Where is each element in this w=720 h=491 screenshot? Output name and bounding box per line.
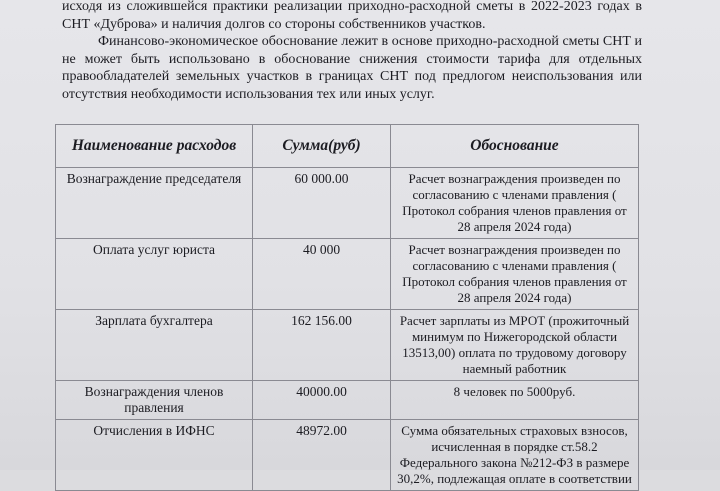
table-header-row [56,125,639,168]
table-row [56,310,639,381]
expense-basis-cell: Расчет вознаграждения произведен по согласованию с членами правления ( Протокол собрания членов правления от 28 апреля 2024 года) [391,239,639,310]
table-row [56,168,639,239]
expense-name-cell: Вознаграждение председателя [56,168,253,239]
table-row [56,239,639,310]
header-sum: Сумма(руб) [253,125,391,168]
intro-text [62,0,642,103]
expense-sum-cell: 40000.00 [253,381,391,420]
expense-sum-cell: 60 000.00 [253,168,391,239]
table-row [56,420,639,491]
expense-name-cell: Вознаграждения членов правления [56,381,253,420]
expense-basis-cell: Сумма обязательных страховых взносов, исчисленная в порядке ст.58.2 Федерального закона №212-ФЗ в размере 30,2%, подлежащая оплате в соответствии [391,420,639,491]
expense-name-cell: Оплата услуг юриста [56,239,253,310]
header-basis: Обоснование [391,125,639,168]
intro-paragraph-2: Финансово-экономическое обоснование лежит в основе приходно-расходной сметы СНТ и не может быть использовано в обоснование снижения стоимости тарифа для отдельных правообладателей земельных участков в границах СНТ под предлогом неиспользования или отсутствия необходимости использования тех или иных услуг. [62,34,642,102]
expense-sum-cell: 40 000 [253,239,391,310]
expense-basis-cell: Расчет вознаграждения произведен по согласованию с членами правления ( Протокол собрания членов правления от 28 апреля 2024 года) [391,168,639,239]
expense-basis-cell: 8 человек по 5000руб. [391,381,639,420]
expense-sum-cell: 48972.00 [253,420,391,491]
expense-sum-cell: 162 156.00 [253,310,391,381]
intro-paragraph-1: исходя из сложившейся практики реализации приходно-расходной сметы в 2022-2023 годах в СНТ «Дуброва» и наличия долгов со стороны собственников участков. [62,0,642,32]
header-expense-name: Наименование расходов [56,125,253,168]
expense-basis-cell: Расчет зарплаты из МРОТ (прожиточный минимум по Нижегородской области 13513,00) оплата по трудовому договору наемный работник [391,310,639,381]
expense-name-cell: Отчисления в ИФНС [56,420,253,491]
expense-name-cell: Зарплата бухгалтера [56,310,253,381]
expenses-table [55,124,639,491]
table-row [56,381,639,420]
